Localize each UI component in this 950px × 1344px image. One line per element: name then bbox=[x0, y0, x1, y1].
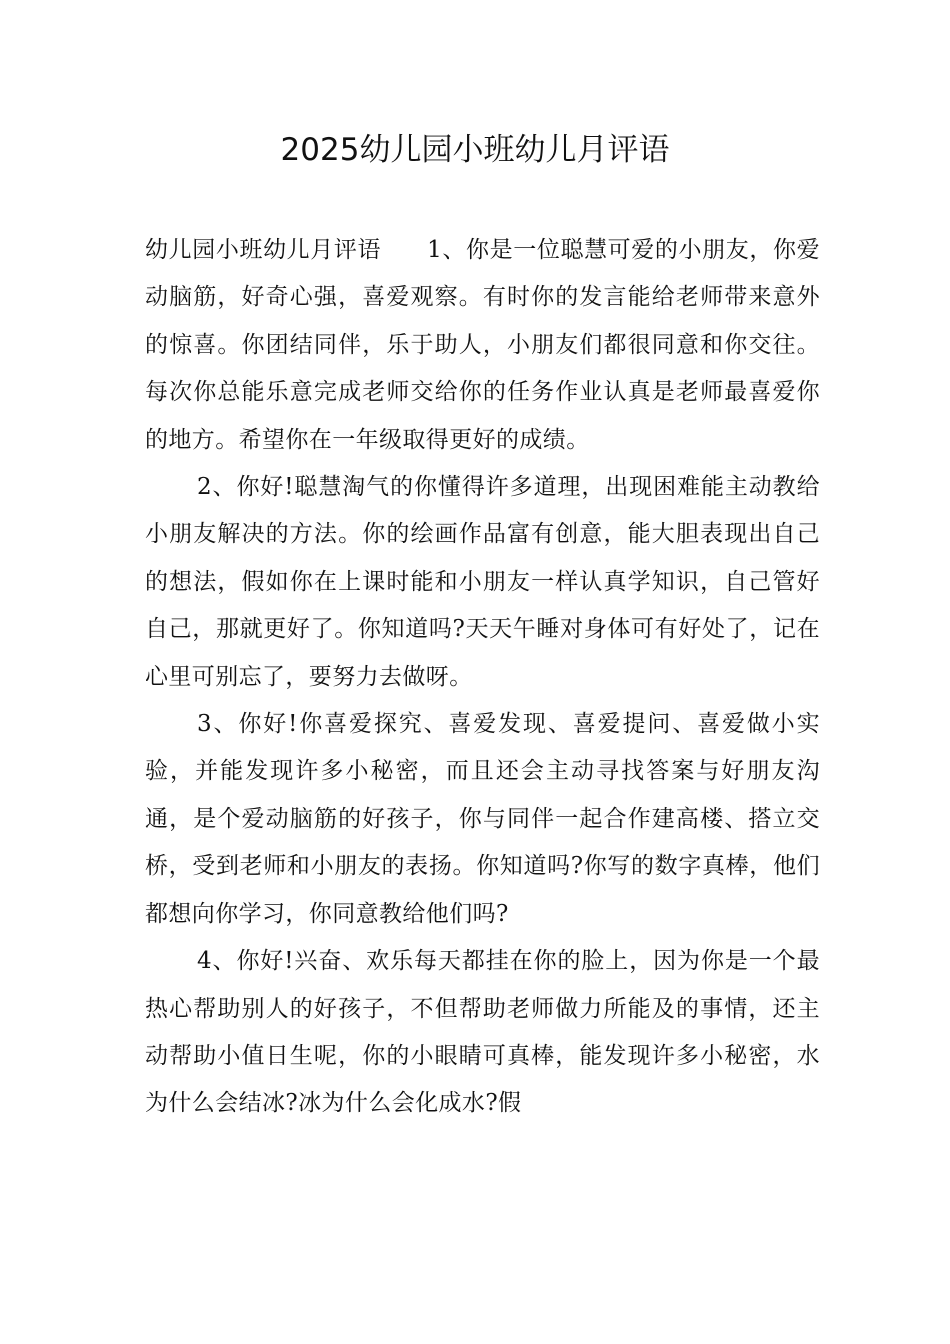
paragraph-2: 2、你好!聪慧淘气的你懂得许多道理，出现困难能主动教给小朋友解决的方法。你的绘画作品富有创意，能大胆表现出自己的想法，假如你在上课时能和小朋友一样认真学知识，自己管好自己，那就更好了。你知道吗?天天午睡对身体可有好处了，记在心里可别忘了，要努力去做呀。 bbox=[145, 474, 820, 690]
page-title: 2025幼儿园小班幼儿月评语 bbox=[280, 132, 670, 168]
paragraph-1 bbox=[145, 227, 820, 464]
intro-heading: 幼儿园小班幼儿月评语 bbox=[145, 237, 382, 263]
paragraph-4: 4、你好!兴奋、欢乐每天都挂在你的脸上，因为你是一个最热心帮助别人的好孩子，不但帮助老师做力所能及的事情，还主动帮助小值日生呢，你的小眼睛可真棒，能发现许多小秘密，水为什么会结冰?冰为什么会化成水?假 bbox=[145, 948, 820, 1117]
document-body bbox=[145, 227, 820, 1128]
paragraph-3: 3、你好!你喜爱探究、喜爱发现、喜爱提问、喜爱做小实验，并能发现许多小秘密，而且还会主动寻找答案与好朋友沟通，是个爱动脑筋的好孩子，你与同伴一起合作建高楼、搭立交桥，受到老师和小朋友的表扬。你知道吗?你写的数字真棒，他们都想向你学习，你同意教给他们吗? bbox=[145, 711, 820, 927]
paragraph-1-text: 1、你是一位聪慧可爱的小朋友，你爱动脑筋，好奇心强，喜爱观察。有时你的发言能给老师带来意外的惊喜。你团结同伴，乐于助人，小朋友们都很同意和你交往。每次你总能乐意完成老师交给你的任务作业认真是老师最喜爱你的地方。希望你在一年级取得更好的成绩。 bbox=[145, 237, 820, 453]
